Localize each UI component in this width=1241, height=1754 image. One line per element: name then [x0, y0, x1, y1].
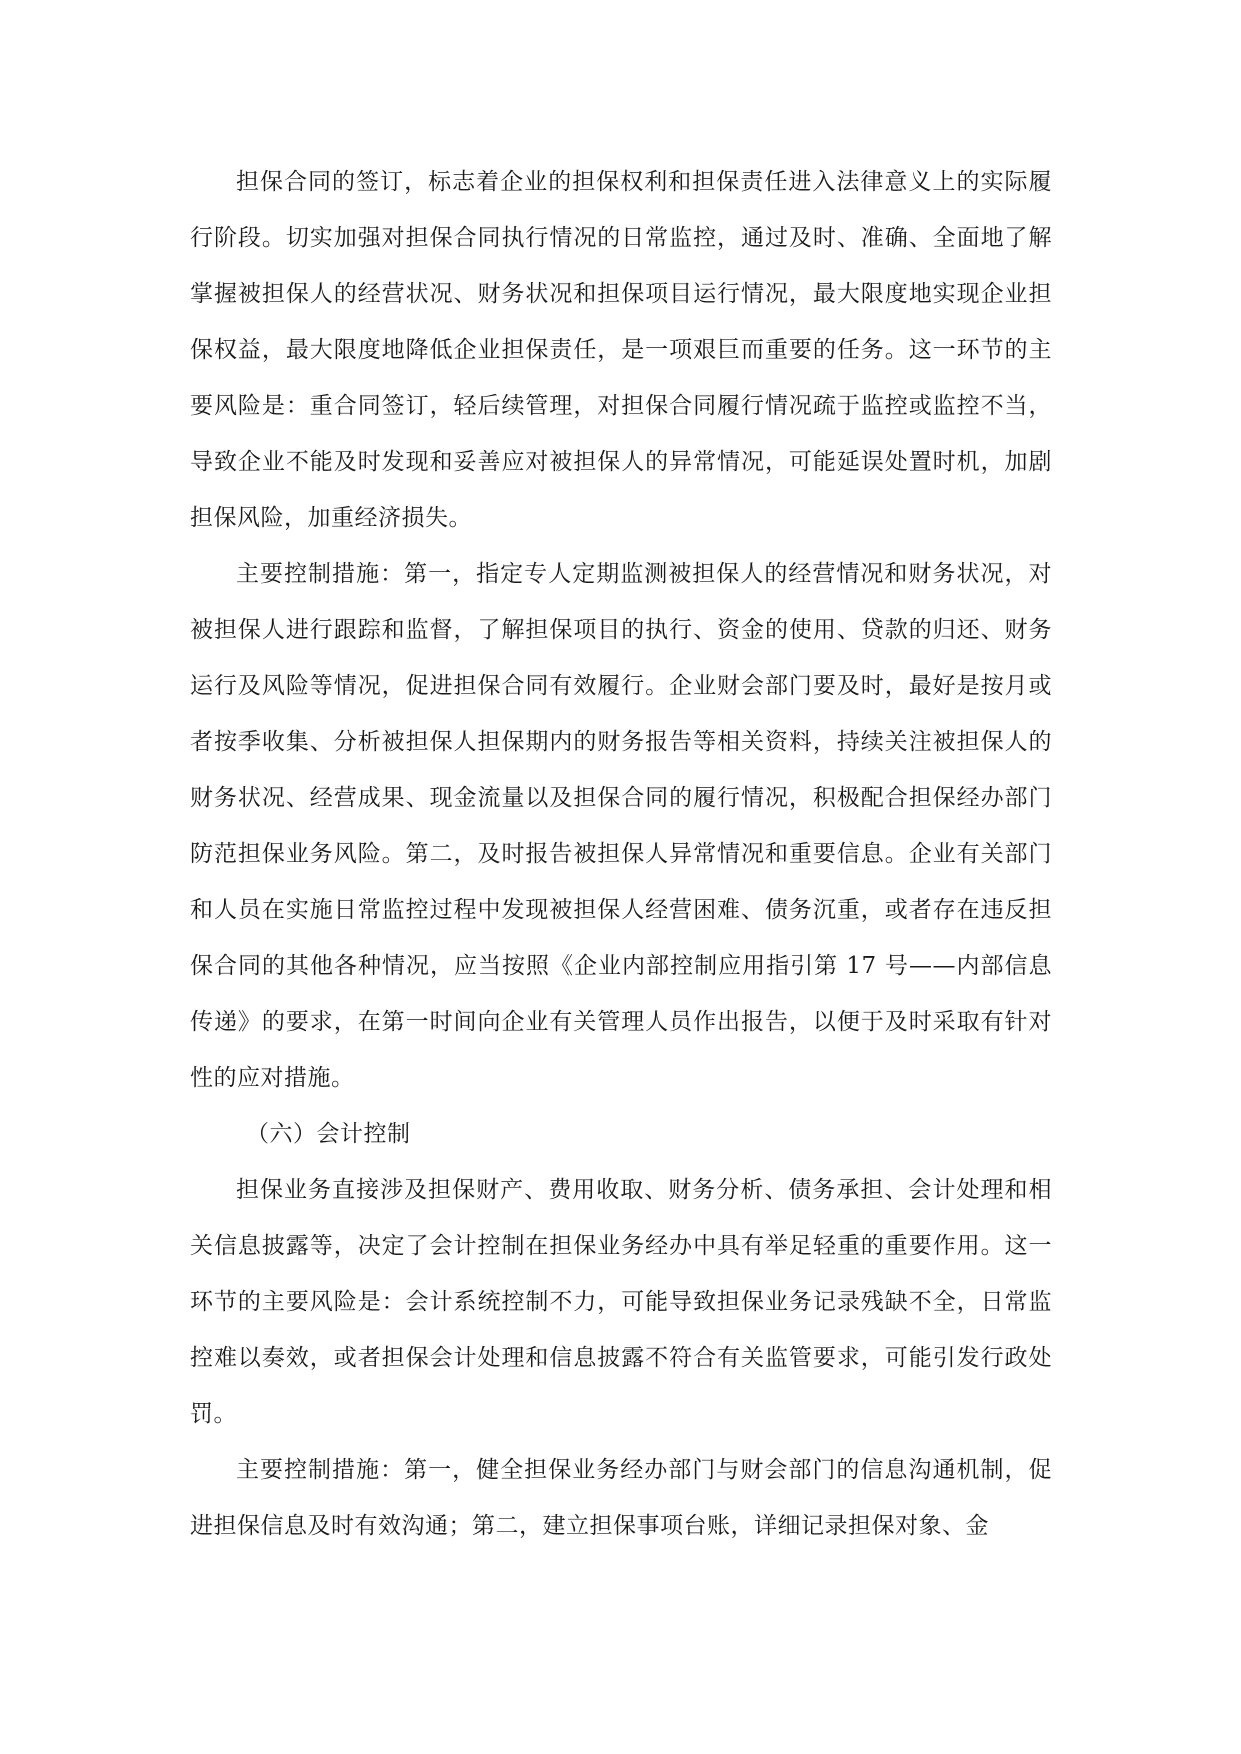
paragraph-monitoring-measures: 主要控制措施：第一，指定专人定期监测被担保人的经营情况和财务状况，对被担保人进行跟踪和监督，了解担保项目的执行、资金的使用、贷款的归还、财务运行及风险等情况，促进担保合同有效履行。企业财会部门要及时，最好是按月或者按季收集、分析被担保人担保期内的财务报告等相关资料，持续关注被担保人的财务状况、经营成果、现金流量以及担保合同的履行情况，积极配合担保经办部门防范担保业务风险。第二，及时报告被担保人异常情况和重要信息。企业有关部门和人员在实施日常监控过程中发现被担保人经营困难、债务沉重，或者存在违反担保合同的其他各种情况，应当按照《企业内部控制应用指引第 17 号——内部信息传递》的要求，在第一时间向企业有关管理人员作出报告，以便于及时采取有针对性的应对措施。: [190, 561, 1052, 1091]
paragraph-contract-monitoring: 担保合同的签订，标志着企业的担保权利和担保责任进入法律意义上的实际履行阶段。切实加强对担保合同执行情况的日常监控，通过及时、准确、全面地了解掌握被担保人的经营状况、财务状况和担保项目运行情况，最大限度地实现企业担保权益，最大限度地降低企业担保责任，是一项艰巨而重要的任务。这一环节的主要风险是：重合同签订，轻后续管理，对担保合同履行情况疏于监控或监控不当，导致企业不能及时发现和妥善应对被担保人的异常情况，可能延误处置时机，加剧担保风险，加重经济损失。: [190, 169, 1052, 531]
document-body: [190, 154, 1052, 1554]
section-heading-accounting-control: （六）会计控制: [246, 1121, 411, 1147]
paragraph-accounting-measures: 主要控制措施：第一，健全担保业务经办部门与财会部门的信息沟通机制，促进担保信息及时有效沟通；第二，建立担保事项台账，详细记录担保对象、金: [190, 1457, 1052, 1539]
paragraph-accounting-risk: 担保业务直接涉及担保财产、费用收取、财务分析、债务承担、会计处理和相关信息披露等，决定了会计控制在担保业务经办中具有举足轻重的重要作用。这一环节的主要风险是：会计系统控制不力，可能导致担保业务记录残缺不全，日常监控难以奏效，或者担保会计处理和信息披露不符合有关监管要求，可能引发行政处罚。: [190, 1177, 1052, 1427]
